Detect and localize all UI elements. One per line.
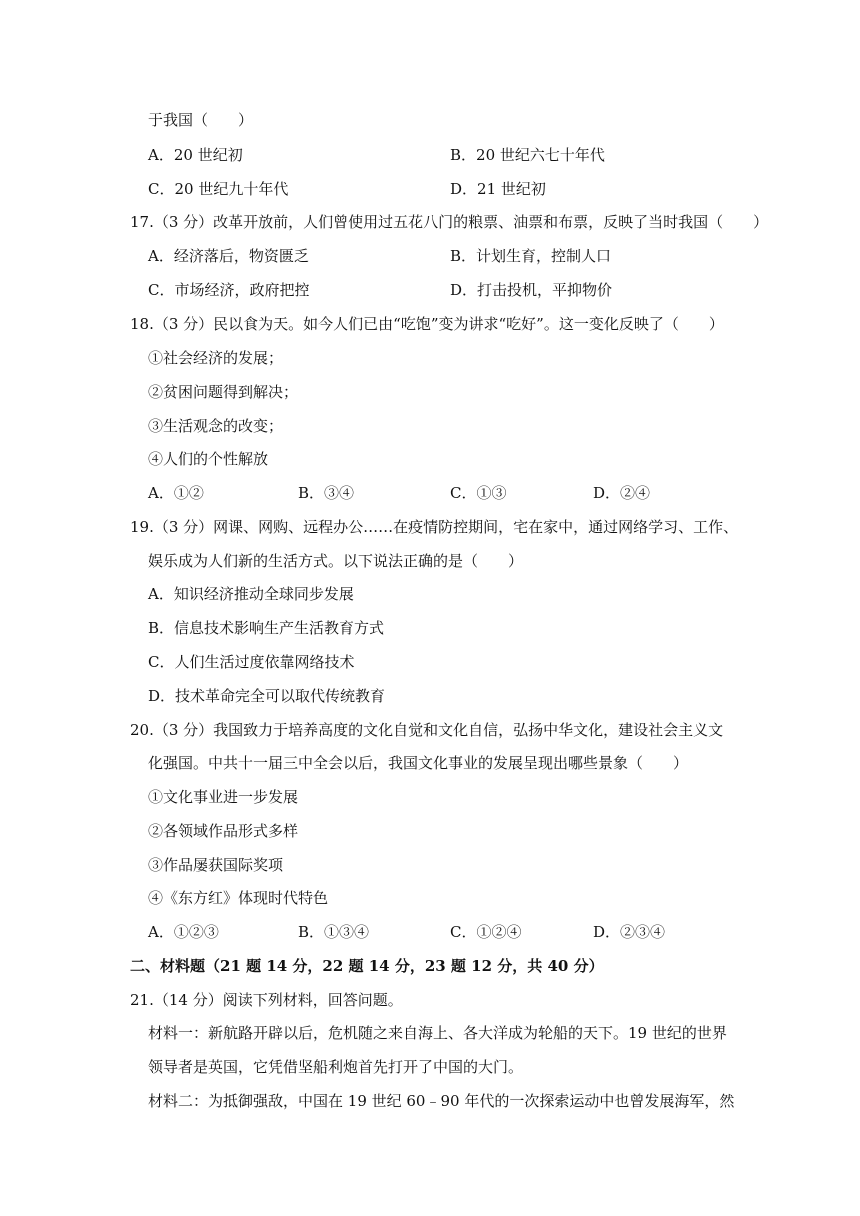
q20-item-3: ③作品屡获国际奖项	[148, 856, 284, 874]
q18-option-d: D．②④	[593, 484, 651, 502]
q19-option-d: D．技术革命完全可以取代传统教育	[148, 687, 386, 705]
q18-item-1: ①社会经济的发展；	[148, 349, 284, 367]
q18-option-b: B．③④	[298, 484, 355, 502]
q18-item-3: ③生活观念的改变；	[148, 417, 284, 435]
q20-option-a: A．①②③	[148, 923, 219, 941]
q19-stem-line-2: 娱乐成为人们新的生活方式。以下说法正确的是（ ）	[148, 552, 524, 570]
q19-option-c: C．人们生活过度依靠网络技术	[148, 653, 355, 671]
q19-option-a: A．知识经济推动全球同步发展	[148, 585, 354, 603]
q20-item-1: ①文化事业进一步发展	[148, 788, 299, 806]
q17-stem: 17.（3 分）改革开放前，人们曾使用过五花八门的粮票、油票和布票，反映了当时我国（ ）	[130, 213, 769, 231]
q21-material-2-line-1: 材料二：为抵御强敌，中国在 19 世纪 60﹣90 年代的一次探索运动中也曾发展海军，然	[148, 1092, 735, 1110]
q18-option-a: A．①②	[148, 484, 204, 502]
q20-item-4: ④《东方红》体现时代特色	[148, 889, 329, 907]
q16-option-c: C．20 世纪九十年代	[148, 180, 289, 198]
q17-option-d: D．打击投机，平抑物价	[450, 281, 613, 299]
section-2-heading: 二、材料题（21 题 14 分，22 题 14 分，23 题 12 分，共 40 分）	[130, 957, 604, 975]
q17-option-b: B．计划生育，控制人口	[450, 247, 612, 265]
q17-option-c: C．市场经济，政府把控	[148, 281, 310, 299]
q20-option-c: C．①②④	[450, 923, 522, 941]
q18-item-2: ②贫困问题得到解决；	[148, 383, 299, 401]
q16-option-d: D．21 世纪初	[450, 180, 546, 198]
q18-item-4: ④人们的个性解放	[148, 450, 269, 468]
q21-material-1-line-2: 领导者是英国，它凭借坚船利炮首先打开了中国的大门。	[148, 1058, 524, 1076]
q16-option-a: A．20 世纪初	[148, 146, 243, 164]
q20-option-d: D．②③④	[593, 923, 666, 941]
q19-option-b: B．信息技术影响生产生活教育方式	[148, 619, 385, 637]
q16-stem-continuation: 于我国（ ）	[148, 111, 254, 129]
q20-stem-line-2: 化强国。中共十一届三中全会以后，我国文化事业的发展呈现出哪些景象（ ）	[148, 754, 689, 772]
q18-stem: 18.（3 分）民以食为天。如今人们已由“吃饱”变为讲求“吃好”。这一变化反映了（ ）	[130, 315, 724, 333]
q21-material-1-line-1: 材料一：新航路开辟以后，危机随之来自海上、各大洋成为轮船的天下。19 世纪的世界	[148, 1024, 727, 1042]
q17-option-a: A．经济落后，物资匮乏	[148, 247, 309, 265]
q19-stem-line-1: 19.（3 分）网课、网购、远程办公……在疫情防控期间，宅在家中，通过网络学习、工作、	[130, 518, 739, 536]
q21-stem: 21.（14 分）阅读下列材料，回答问题。	[130, 991, 403, 1009]
q16-option-b: B．20 世纪六七十年代	[450, 146, 605, 164]
q20-option-b: B．①③④	[298, 923, 370, 941]
q18-option-c: C．①③	[450, 484, 507, 502]
q20-stem-line-1: 20.（3 分）我国致力于培养高度的文化自觉和文化自信，弘扬中华文化，建设社会主义文	[130, 721, 724, 739]
q20-item-2: ②各领域作品形式多样	[148, 822, 299, 840]
